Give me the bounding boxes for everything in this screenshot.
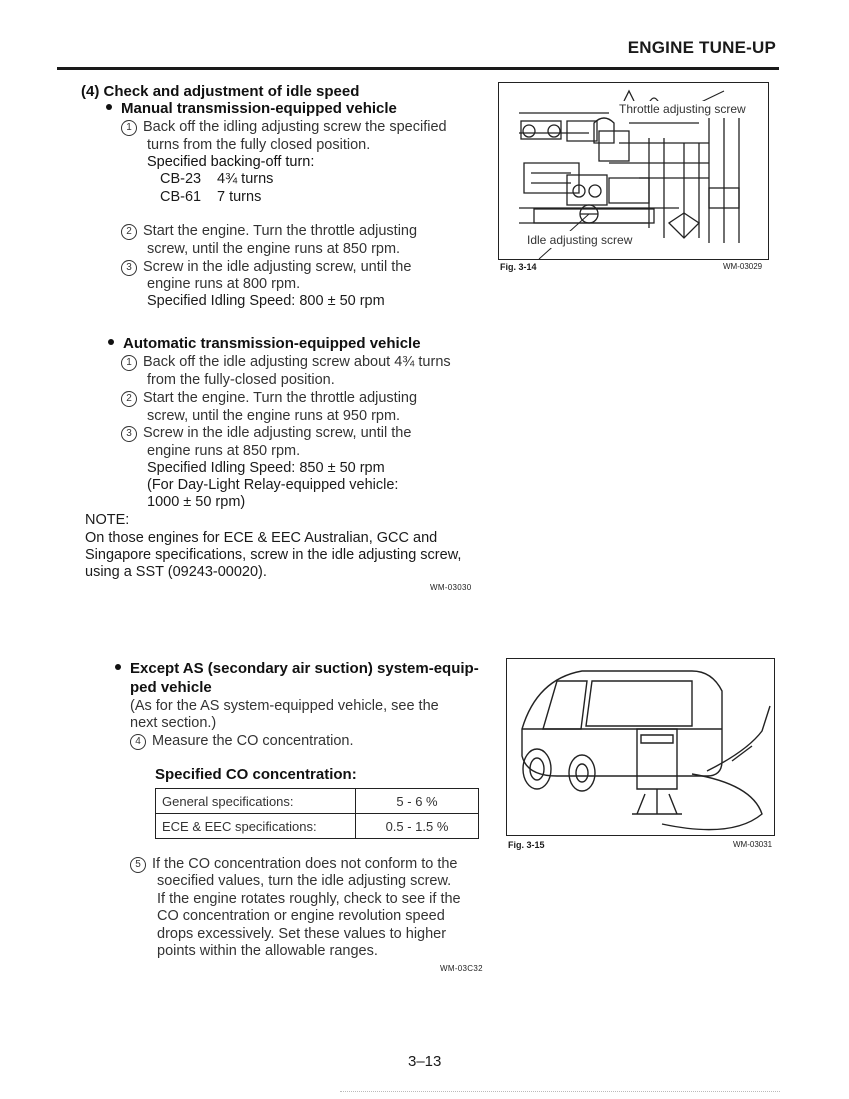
step-5-cont: drops excessively. Set these values to higher: [157, 926, 447, 942]
step-text: Screw in the idle adjusting screw, until the: [143, 259, 412, 275]
page-header-title: ENGINE TUNE-UP: [627, 38, 776, 57]
step-number-icon: 2: [121, 391, 137, 407]
step-number-icon: 3: [121, 426, 137, 442]
table-cell-spec: ECE & EEC specifications:: [156, 814, 356, 839]
step-5-cont: points within the allowable ranges.: [157, 943, 378, 959]
step-5-cont: If the engine rotates roughly, check to see if the: [157, 891, 461, 907]
auto-step-1: [121, 353, 451, 371]
section-code: WM-03030: [430, 583, 472, 592]
page-number: 3–13: [408, 1053, 442, 1070]
manual-step-3: [121, 258, 411, 276]
step-text: Start the engine. Turn the throttle adjusting: [143, 390, 418, 406]
step-text: If the CO concentration does not conform to the: [152, 856, 458, 872]
step-number-icon: 1: [121, 120, 137, 136]
manual-step-2: [121, 222, 417, 240]
spec-row: [160, 170, 274, 188]
auto-step-3-cont: engine runs at 850 rpm.: [147, 443, 301, 459]
step-text: Measure the CO concentration.: [152, 733, 354, 749]
figure-3-14: [498, 82, 769, 260]
spec-model: CB-23: [160, 171, 202, 187]
auto-step-2: [121, 389, 417, 407]
dlr-line-1: (For Day-Light Relay-equipped vehicle:: [147, 477, 399, 493]
manual-subheading-text: Manual transmission-equipped vehicle: [121, 100, 397, 117]
figure-3-15-code: WM-03031: [733, 840, 773, 849]
step-text: Back off the idling adjusting screw the specified: [143, 119, 447, 135]
figure-3-14-code: WM-03029: [723, 262, 763, 271]
step-5-cont: CO concentration or engine revolution speed: [157, 908, 445, 924]
callout-throttle-adjusting-screw: Throttle adjusting screw: [619, 102, 746, 116]
section-code: WM-03C32: [440, 964, 483, 973]
step-text: Start the engine. Turn the throttle adjusting: [143, 223, 418, 239]
callout-idle-adjusting-screw: Idle adjusting screw: [527, 233, 633, 247]
step-number-icon: 3: [121, 260, 137, 276]
step-number-icon: 1: [121, 355, 137, 371]
manual-idle-spec: Specified Idling Speed: 800 ± 50 rpm: [147, 293, 385, 309]
manual-step-2-cont: screw, until the engine runs at 850 rpm.: [147, 241, 401, 257]
automatic-subheading: [108, 335, 421, 353]
table-cell-value: 0.5 - 1.5 %: [356, 814, 479, 839]
spec-value: 4¾ turns: [217, 171, 274, 187]
manual-subheading: [106, 100, 397, 118]
auto-step-2-cont: screw, until the engine runs at 950 rpm.: [147, 408, 401, 424]
step-5: [130, 855, 457, 873]
manual-step-1: [121, 118, 447, 136]
co-heading: Specified CO concentration:: [155, 766, 357, 783]
figure-3-14-label: Fig. 3-14: [500, 262, 537, 272]
table-cell-spec: General specifications:: [156, 789, 356, 814]
auto-step-1-cont: from the fully-closed position.: [147, 372, 335, 388]
step-4: [130, 732, 354, 750]
manual-step-1-cont: turns from the fully closed position.: [147, 137, 371, 153]
step-number-icon: 2: [121, 224, 137, 240]
bullet-icon: [115, 664, 121, 670]
spec-value: 7 turns: [217, 189, 262, 205]
figure-3-15: [506, 658, 775, 836]
header-rule: [57, 67, 779, 70]
except-as-subheading: [115, 660, 479, 678]
backing-off-label: Specified backing-off turn:: [147, 154, 315, 170]
auto-idle-spec: Specified Idling Speed: 850 ± 50 rpm: [147, 460, 385, 476]
step-text: Screw in the idle adjusting screw, until the: [143, 425, 412, 441]
section-heading: (4) Check and adjustment of idle speed: [81, 83, 360, 100]
step-number-icon: 4: [130, 734, 146, 750]
co-tester-illustration: [507, 659, 774, 835]
dlr-line-2: 1000 ± 50 rpm): [147, 494, 246, 510]
table-cell-value: 5 - 6 %: [356, 789, 479, 814]
figure-3-15-label: Fig. 3-15: [508, 840, 545, 850]
table-row: [156, 814, 479, 839]
step-text: Back off the idle adjusting screw about 4¾ turns: [143, 354, 451, 370]
auto-step-3: [121, 424, 411, 442]
except-as-subheading-text: Except AS (secondary air suction) system-equip-: [130, 660, 479, 677]
spec-model: CB-61: [160, 189, 202, 205]
co-spec-table: [155, 788, 479, 839]
table-row: [156, 789, 479, 814]
spec-row: [160, 188, 262, 206]
note-line: On those engines for ECE & EEC Australian, GCC and: [85, 530, 438, 546]
note-line: using a SST (09243-00020).: [85, 564, 267, 580]
step-5-cont: soecified values, turn the idle adjusting screw.: [157, 873, 452, 889]
scan-artifact: [340, 1091, 780, 1092]
except-as-subheading-cont: ped vehicle: [130, 679, 212, 696]
as-note-line: (As for the AS system-equipped vehicle, see the: [130, 698, 439, 714]
bullet-icon: [108, 339, 114, 345]
as-note-line: next section.): [130, 715, 217, 731]
automatic-subheading-text: Automatic transmission-equipped vehicle: [123, 335, 421, 352]
bullet-icon: [106, 104, 112, 110]
note-label: NOTE:: [85, 512, 130, 528]
step-number-icon: 5: [130, 857, 146, 873]
note-line: Singapore specifications, screw in the idle adjusting screw,: [85, 547, 462, 563]
manual-step-3-cont: engine runs at 800 rpm.: [147, 276, 301, 292]
